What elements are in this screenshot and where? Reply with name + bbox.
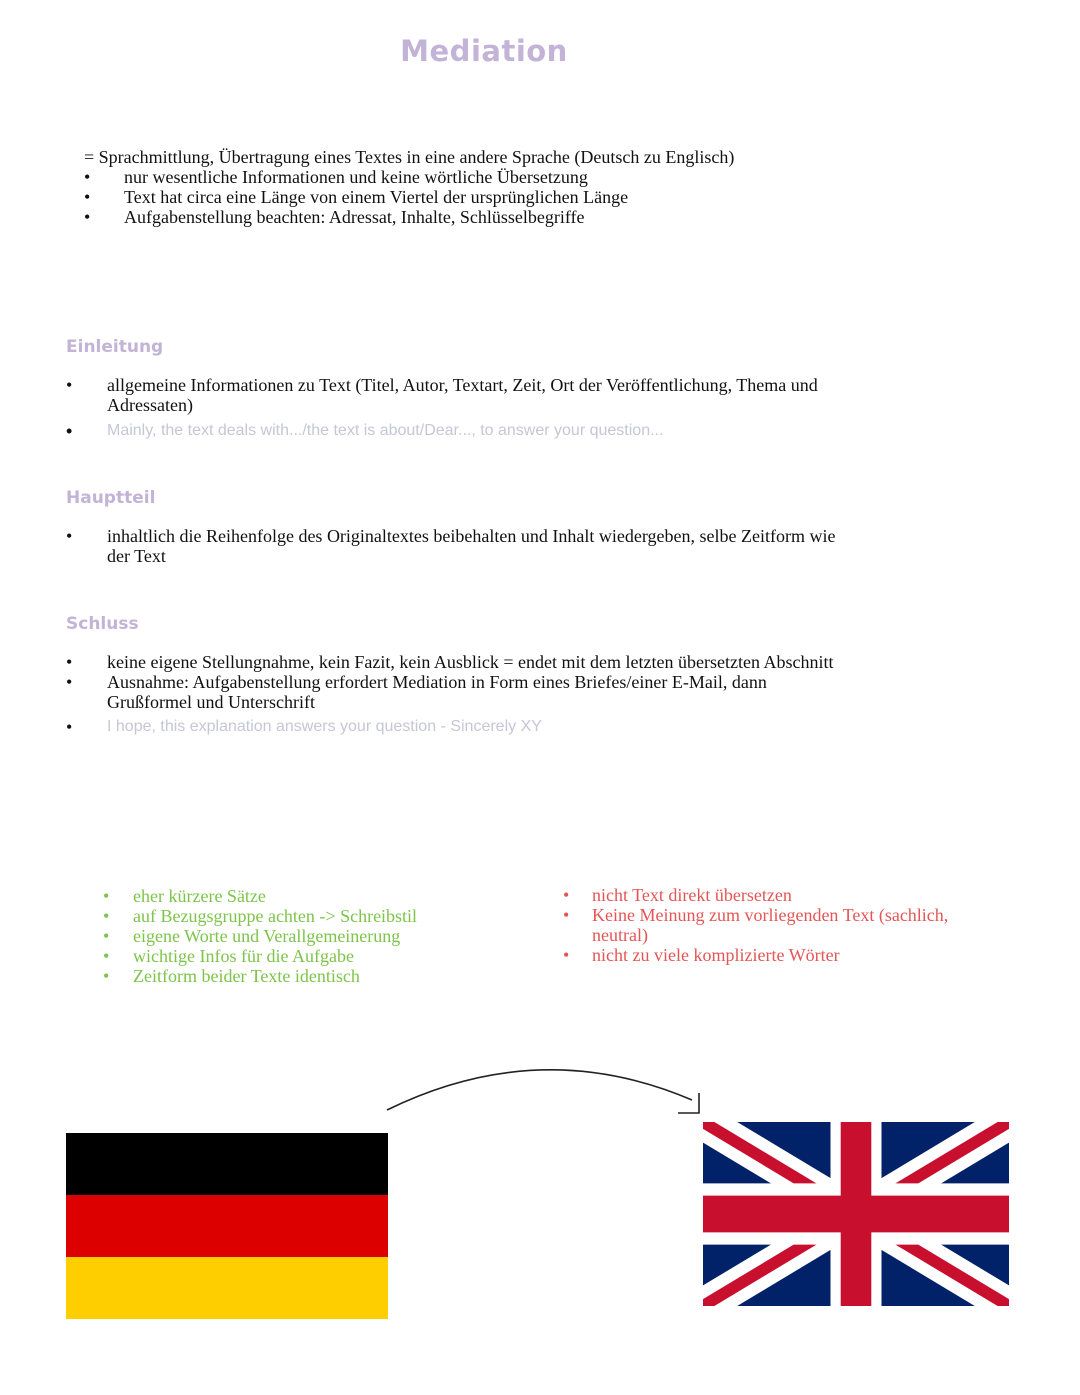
page-title: Mediation [400,34,568,68]
bullet-icon: • [563,885,570,905]
bullet-icon: • [563,905,570,925]
bullet-icon: • [84,167,91,187]
heading-einleitung: Einleitung [66,337,164,357]
bullet-icon: • [103,906,110,926]
bullet-icon: • [66,652,73,672]
bullet-icon: • [66,421,73,441]
bullet-icon: • [66,375,73,395]
bullet-icon: • [84,207,91,227]
heading-schluss: Schluss [66,614,139,634]
bullet-icon: • [103,966,110,986]
bullet-icon: • [66,672,73,692]
german-flag-icon [66,1133,388,1319]
bullet-icon: • [563,945,570,965]
arrow-icon [380,1060,710,1120]
heading-hauptteil: Hauptteil [66,488,156,508]
bullet-icon: • [66,717,73,737]
bullet-icon: • [84,187,91,207]
bullet-icon: • [103,946,110,966]
bullet-icon: • [103,886,110,906]
definition-text: = Sprachmittlung, Übertragung eines Textes in eine andere Sprache (Deutsch zu Englisch) [84,147,735,167]
bullet-icon: • [103,926,110,946]
uk-flag-icon [703,1122,1009,1306]
bullet-icon: • [66,526,73,546]
